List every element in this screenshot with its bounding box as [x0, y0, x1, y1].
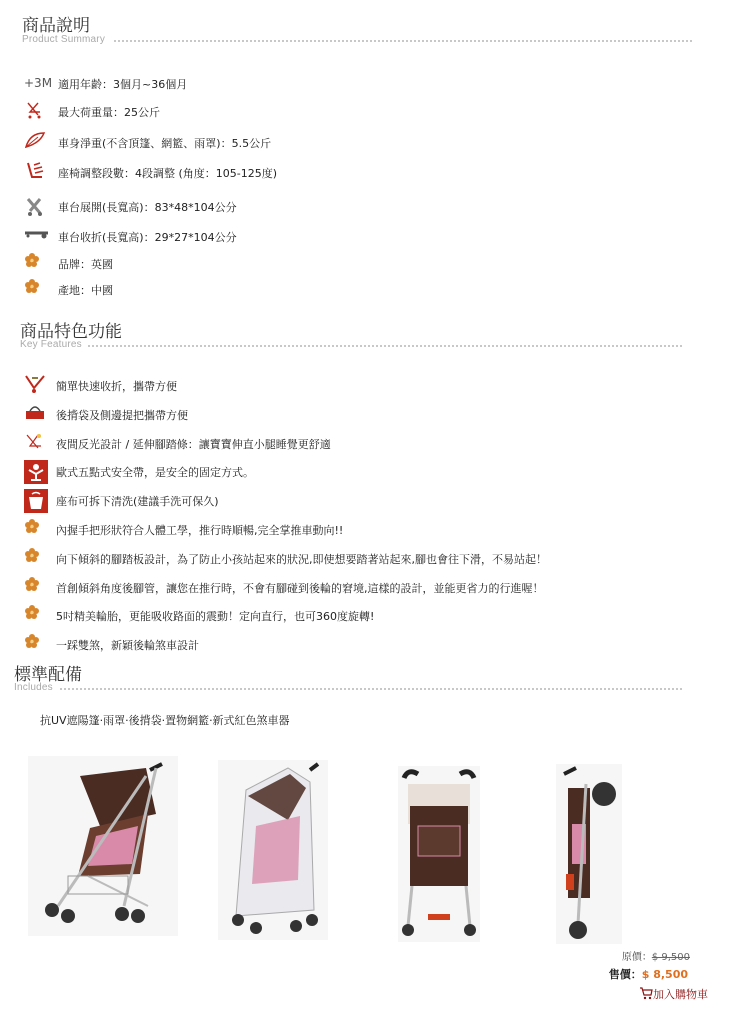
list-item [0, 460, 720, 484]
cart-icon [639, 986, 653, 1000]
includes-title: 標準配備 [14, 665, 82, 685]
reflector-icon [24, 432, 44, 456]
folded-stroller-icon [24, 225, 50, 244]
list-item [0, 161, 720, 185]
age-icon [24, 72, 52, 91]
original-price-label: 原價： [621, 952, 652, 963]
stroller-folded [556, 764, 622, 944]
list-item [0, 195, 720, 219]
list-item [0, 604, 720, 628]
original-price-value: $ 9,500 [651, 952, 690, 963]
list-item-text: 座布可拆下清洗(建議手洗可保久) [56, 495, 219, 509]
list-item [0, 278, 720, 302]
stroller-weight-icon [24, 100, 44, 124]
features-subtitle: Key Features [20, 339, 82, 350]
divider [114, 40, 692, 42]
list-item-text: 座椅調整段數：4段調整 (角度：105-125度) [58, 167, 278, 180]
flower-icon [24, 252, 40, 272]
flower-icon [24, 278, 40, 298]
summary-title: 商品說明 [22, 16, 90, 36]
flower-icon [24, 576, 40, 596]
list-item-text: 最大荷重量：25公斤 [58, 106, 160, 119]
original-price [622, 948, 690, 963]
list-item [0, 374, 720, 398]
list-item [0, 131, 720, 155]
list-item [0, 518, 720, 542]
fold-icon [24, 374, 46, 398]
divider [60, 688, 682, 690]
list-item-text: 車台展開(長寬高)：83*48*104公分 [58, 201, 237, 214]
list-item-text: 車身淨重(不含頂篷、網籃、雨罩)：5.5公斤 [58, 137, 272, 150]
flower-icon [24, 518, 40, 538]
stroller-rain-cover [218, 760, 328, 940]
recline-icon [24, 161, 46, 185]
bag-icon [24, 403, 46, 425]
sale-price-value: $ 8,500 [641, 968, 688, 981]
add-to-cart-button[interactable] [639, 986, 708, 1002]
list-item [0, 576, 720, 600]
list-item [0, 403, 720, 427]
list-item [0, 489, 720, 513]
open-stroller-icon [24, 195, 46, 221]
flower-icon [24, 604, 40, 624]
wash-icon [24, 489, 48, 517]
sale-price-label: 售價： [608, 968, 642, 981]
list-item [0, 633, 720, 657]
list-item-text: 車台收折(長寬高)：29*27*104公分 [58, 231, 237, 244]
harness-icon [24, 460, 48, 488]
list-item-text: 簡單快速收折，攜帶方便 [56, 380, 177, 393]
divider [88, 345, 682, 347]
list-item-text: 向下傾斜的腳踏板設計，為了防止小孩站起來的狀況,即使想要踏著站起來,腳也會往下滑，不易站起！ [56, 552, 547, 566]
list-item-text: 首創傾斜角度後腳管，讓您在推行時，不會有腳碰到後輪的窘境,這樣的設計，並能更省力的行進喔！ [56, 581, 544, 595]
list-item [0, 252, 720, 276]
includes-subtitle: Includes [14, 682, 53, 693]
list-item [0, 432, 720, 456]
list-item [0, 547, 720, 571]
flower-icon [24, 547, 40, 567]
features-title: 商品特色功能 [20, 322, 122, 342]
list-item-text: 適用年齡：3個月~36個月 [58, 78, 188, 91]
list-item-text: 夜間反光設計 / 延伸腳踏條：讓寶寶伸直小腿睡覺更舒適 [56, 437, 331, 451]
list-item [0, 100, 720, 124]
list-item-text: 一踩雙煞，新穎後輪煞車設計 [56, 639, 199, 653]
list-item [0, 225, 720, 249]
list-item-text: 歐式五點式安全帶，是安全的固定方式。 [56, 466, 254, 480]
sale-price [609, 966, 688, 982]
list-item-text: 產地：中國 [58, 284, 113, 297]
stroller-side-view [28, 756, 178, 936]
feather-icon [24, 131, 46, 153]
list-item-text: 5吋精美輪胎，更能吸收路面的震動！定向直行，也可360度旋轉! [56, 610, 375, 624]
list-item [0, 72, 720, 96]
includes-text: 抗UV遮陽篷‧雨罩‧後揹袋‧置物網籃‧新式紅色煞車器 [40, 714, 290, 727]
list-item-text: 內握手把形狀符合人體工學，推行時順暢,完全掌推車動向!! [56, 524, 344, 537]
add-to-cart-label: 加入購物車 [653, 988, 708, 1001]
list-item-text: 後揹袋及側邊提把攜帶方便 [56, 408, 188, 422]
flower-icon [24, 633, 40, 653]
summary-subtitle: Product Summary [22, 34, 106, 45]
age-badge: +3M [24, 76, 53, 90]
stroller-rear-view [398, 766, 480, 942]
list-item-text: 品牌：英國 [58, 258, 113, 271]
